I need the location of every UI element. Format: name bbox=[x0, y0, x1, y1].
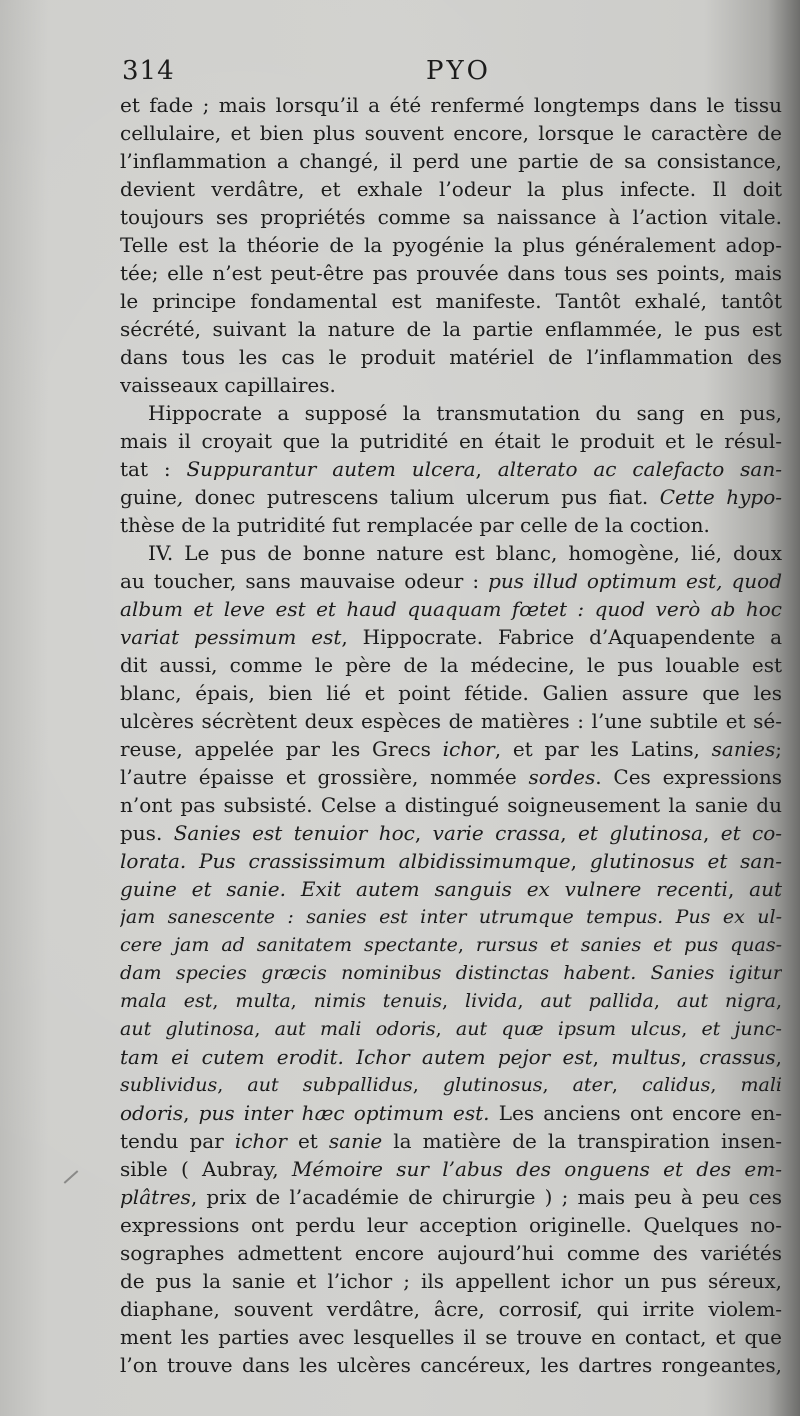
italic-text: aut quæ ipsum ulcus bbox=[455, 1018, 682, 1040]
italic-text: ichor bbox=[234, 1129, 287, 1153]
italic-text: mala est bbox=[120, 990, 213, 1012]
text-line bbox=[120, 1127, 782, 1155]
text-line bbox=[120, 511, 782, 539]
text-line bbox=[120, 1099, 782, 1127]
roman-text: sible ( Aubray, bbox=[120, 1157, 292, 1181]
italic-text: glutinosus et san- bbox=[589, 849, 782, 873]
roman-text: vaisseaux capillaires. bbox=[120, 373, 336, 397]
text-line bbox=[120, 259, 782, 287]
roman-text: , bbox=[435, 1018, 456, 1040]
roman-text: , bbox=[680, 1045, 700, 1069]
italic-text: variat pessimum est bbox=[120, 625, 342, 649]
text-line bbox=[120, 399, 782, 427]
roman-text: cellulaire, et bien plus souvent encore, lorsque le caractère de bbox=[120, 121, 782, 145]
text-line bbox=[120, 1351, 782, 1379]
text-line bbox=[120, 1239, 782, 1267]
roman-text: , bbox=[457, 934, 476, 956]
text-line bbox=[120, 231, 782, 259]
text-line bbox=[120, 987, 782, 1015]
italic-text: aut bbox=[749, 877, 782, 901]
italic-text: pus illud optimum est, quod bbox=[488, 569, 782, 593]
roman-text: et bbox=[286, 1129, 329, 1153]
roman-text: l’autre épaisse et grossière, nommée bbox=[120, 765, 529, 789]
roman-text: , bbox=[542, 1074, 573, 1096]
italic-text: aut mali odoris bbox=[274, 1018, 436, 1040]
text-line bbox=[120, 427, 782, 455]
roman-text: tée; elle n’est peut-être pas prouvée dans tous ses points, mais bbox=[120, 261, 782, 285]
text-line bbox=[120, 371, 782, 399]
text-line bbox=[120, 735, 782, 763]
text-line bbox=[120, 651, 782, 679]
roman-text: IV. Le pus de bonne nature est blanc, homogène, lié, doux bbox=[148, 541, 782, 565]
roman-text: , bbox=[681, 1018, 702, 1040]
roman-text: et fade ; mais lorsqu’il a été renfermé longtemps dans le tissu bbox=[120, 93, 782, 117]
roman-text: , Hippocrate. Fabrice d’Aquapendente a bbox=[341, 625, 782, 649]
roman-text: pus. bbox=[120, 821, 174, 845]
roman-text: Hippocrate a supposé la transmutation du sang en pus, bbox=[148, 401, 782, 425]
text-line bbox=[120, 1071, 782, 1099]
text-line bbox=[120, 959, 782, 987]
italic-text: varie crassa bbox=[432, 821, 561, 845]
italic-text: glutinosus bbox=[442, 1074, 543, 1096]
italic-text: aut pallida bbox=[540, 990, 654, 1012]
italic-text: lorata. Pus crassissimum albidissimumque bbox=[120, 849, 571, 873]
roman-text: guine bbox=[120, 485, 177, 509]
roman-text: l’inflammation a changé, il perd une partie de sa consistance, bbox=[120, 149, 782, 173]
italic-text: Cette hypo- bbox=[648, 485, 782, 509]
roman-text: devient verdâtre, et exhale l’odeur la plus infecte. Il doit bbox=[120, 177, 782, 201]
roman-text: , bbox=[592, 1045, 612, 1069]
text-line bbox=[120, 763, 782, 791]
text-line bbox=[120, 707, 782, 735]
roman-text: , bbox=[414, 821, 433, 845]
italic-text: crassus bbox=[699, 1045, 776, 1069]
roman-text: mais il croyait que la putridité en était le produit et le résul- bbox=[120, 429, 782, 453]
roman-text: , bbox=[412, 1074, 443, 1096]
text-line bbox=[120, 1323, 782, 1351]
roman-text: , bbox=[290, 990, 314, 1012]
roman-text: ulcères sécrètent deux espèces de matières : l’une subtile et sé- bbox=[120, 709, 782, 733]
roman-text: , bbox=[653, 990, 677, 1012]
text-line bbox=[120, 791, 782, 819]
text-line bbox=[120, 819, 782, 847]
roman-text: , bbox=[517, 990, 541, 1012]
italic-text: calidus bbox=[642, 1074, 711, 1096]
text-line bbox=[120, 595, 782, 623]
roman-text: thèse de la putridité fut remplacée par celle de la coction. bbox=[120, 513, 710, 537]
roman-text: , bbox=[475, 457, 498, 481]
text-line bbox=[120, 1211, 782, 1239]
roman-text: Les anciens ont encore en- bbox=[489, 1101, 782, 1125]
roman-text: n’ont pas subsisté. Celse a distingué soigneusement la sanie du bbox=[120, 793, 782, 817]
roman-text: , et par les Latins, bbox=[494, 737, 712, 761]
text-line bbox=[120, 1155, 782, 1183]
roman-text: ment les parties avec lesquelles il se trouve en contact, et que bbox=[120, 1325, 782, 1349]
text-line bbox=[120, 567, 782, 595]
margin-pen-mark bbox=[64, 1170, 79, 1184]
text-line bbox=[120, 147, 782, 175]
roman-text: tendu par bbox=[120, 1129, 235, 1153]
roman-text: . Ces expressions bbox=[595, 765, 782, 789]
page-number: 314 bbox=[122, 56, 175, 86]
italic-text: Mémoire sur l’abus des onguens et des em- bbox=[291, 1157, 782, 1181]
text-line bbox=[120, 1015, 782, 1043]
text-line bbox=[120, 287, 782, 315]
text-line bbox=[120, 175, 782, 203]
roman-text: , bbox=[775, 990, 782, 1012]
text-line bbox=[120, 1295, 782, 1323]
roman-text: , bbox=[611, 1074, 643, 1096]
text-line bbox=[120, 623, 782, 651]
italic-text: multus bbox=[611, 1045, 681, 1069]
italic-text: Sanies est tenuior hoc bbox=[173, 821, 415, 845]
roman-text: , bbox=[702, 821, 721, 845]
italic-text: , bbox=[176, 485, 195, 509]
page-header bbox=[122, 56, 782, 92]
italic-text: sanie bbox=[328, 1129, 383, 1153]
italic-text: aut glutinosa bbox=[120, 1018, 255, 1040]
roman-text: , bbox=[710, 1074, 741, 1096]
text-line bbox=[120, 119, 782, 147]
roman-text: , bbox=[254, 1018, 275, 1040]
italic-text: sanies bbox=[711, 737, 776, 761]
italic-text: sordes bbox=[528, 765, 596, 789]
roman-text: dans tous les cas le produit matériel de l’inflammation des bbox=[120, 345, 782, 369]
text-line bbox=[120, 539, 782, 567]
text-line bbox=[120, 931, 782, 959]
roman-text: expressions ont perdu leur acception originelle. Quelques no- bbox=[120, 1213, 782, 1237]
text-line bbox=[120, 1267, 782, 1295]
italic-text: tam ei cutem erodit. Ichor autem pejor est bbox=[120, 1045, 593, 1069]
roman-text: l’on trouve dans les ulcères cancéreux, les dartres rongeantes, bbox=[120, 1353, 782, 1377]
roman-text: le principe fondamental est manifeste. Tantôt exhalé, tantôt bbox=[120, 289, 782, 313]
text-line bbox=[120, 1043, 782, 1071]
roman-text: diaphane, souvent verdâtre, âcre, corrosif, qui irrite violem- bbox=[120, 1297, 782, 1321]
roman-text: sécrété, suivant la nature de la partie enflammée, le pus est bbox=[120, 317, 782, 341]
italic-text: plâtres bbox=[120, 1185, 191, 1209]
roman-text: , bbox=[441, 990, 465, 1012]
roman-text: blanc, épais, bien lié et point fétide. Galien assure que les bbox=[120, 681, 782, 705]
italic-text: odoris bbox=[120, 1101, 184, 1125]
italic-text: aut subpallidus bbox=[247, 1074, 413, 1096]
roman-text: dit aussi, comme le père de la médecine, le pus louable est bbox=[120, 653, 782, 677]
roman-text: reuse, appelée par les Grecs bbox=[120, 737, 443, 761]
roman-text: Telle est la théorie de la pyogénie la plus généralement adop- bbox=[120, 233, 782, 257]
text-line bbox=[120, 203, 782, 231]
roman-text: , bbox=[212, 990, 236, 1012]
italic-text: dam species græcis nominibus distinctas habent. Sanies igitur bbox=[120, 962, 782, 984]
roman-text: , bbox=[217, 1074, 248, 1096]
text-line bbox=[120, 847, 782, 875]
roman-text: , bbox=[775, 1045, 782, 1069]
roman-text: , bbox=[560, 821, 579, 845]
text-line bbox=[120, 903, 782, 931]
text-line bbox=[120, 455, 782, 483]
italic-text: aut nigra bbox=[676, 990, 776, 1012]
italic-text: pus inter hæc optimum est. bbox=[198, 1101, 490, 1125]
italic-text: et junc- bbox=[701, 1018, 782, 1040]
italic-text: ater bbox=[572, 1074, 612, 1096]
italic-text: nimis tenuis bbox=[313, 990, 442, 1012]
roman-text: sographes admettent encore aujourd’hui comme des variétés bbox=[120, 1241, 782, 1265]
italic-text: et co- bbox=[720, 821, 782, 845]
italic-text: mali bbox=[740, 1074, 782, 1096]
italic-text: et glutinosa bbox=[578, 821, 703, 845]
roman-text: tat : bbox=[120, 457, 187, 481]
italic-text: sublividus bbox=[120, 1074, 218, 1096]
italic-text: alterato ac calefacto san- bbox=[497, 457, 782, 481]
italic-text: ichor bbox=[442, 737, 495, 761]
text-line bbox=[120, 343, 782, 371]
italic-text: jam sanescente : sanies est inter utrumque tempus. Pus ex ul- bbox=[120, 906, 782, 928]
text-line bbox=[120, 679, 782, 707]
running-head: PYO bbox=[426, 56, 491, 86]
italic-text: Suppurantur autem ulcera bbox=[186, 457, 476, 481]
roman-text: au toucher, sans mauvaise odeur : bbox=[120, 569, 489, 593]
body-text bbox=[120, 91, 782, 1379]
roman-text: , bbox=[183, 1101, 199, 1125]
text-line bbox=[120, 1183, 782, 1211]
roman-text: de pus la sanie et l’ichor ; ils appellent ichor un pus séreux, bbox=[120, 1269, 782, 1293]
text-line bbox=[120, 483, 782, 511]
italic-text: album et leve est et haud quaquam fœtet : quod verò ab hoc bbox=[120, 597, 782, 621]
roman-text: , bbox=[570, 849, 590, 873]
italic-text: livida bbox=[465, 990, 518, 1012]
roman-text: ; bbox=[775, 737, 782, 761]
text-line bbox=[120, 91, 782, 119]
roman-text: toujours ses propriétés comme sa naissance à l’action vitale. bbox=[120, 205, 782, 229]
italic-text: guine et sanie. Exit autem sanguis ex vulnere recenti bbox=[120, 877, 728, 901]
text-line bbox=[120, 315, 782, 343]
text-line bbox=[120, 875, 782, 903]
roman-text: , prix de l’académie de chirurgie ) ; mais peu à peu ces bbox=[190, 1185, 782, 1209]
italic-text: rursus et sanies et pus quas- bbox=[475, 934, 782, 956]
roman-text: donec putrescens talium ulcerum pus fiat. bbox=[194, 485, 649, 509]
roman-text: , bbox=[727, 877, 750, 901]
roman-text: la matière de la transpiration insen- bbox=[382, 1129, 782, 1153]
italic-text: multa bbox=[235, 990, 291, 1012]
italic-text: cere jam ad sanitatem spectante bbox=[120, 934, 458, 956]
